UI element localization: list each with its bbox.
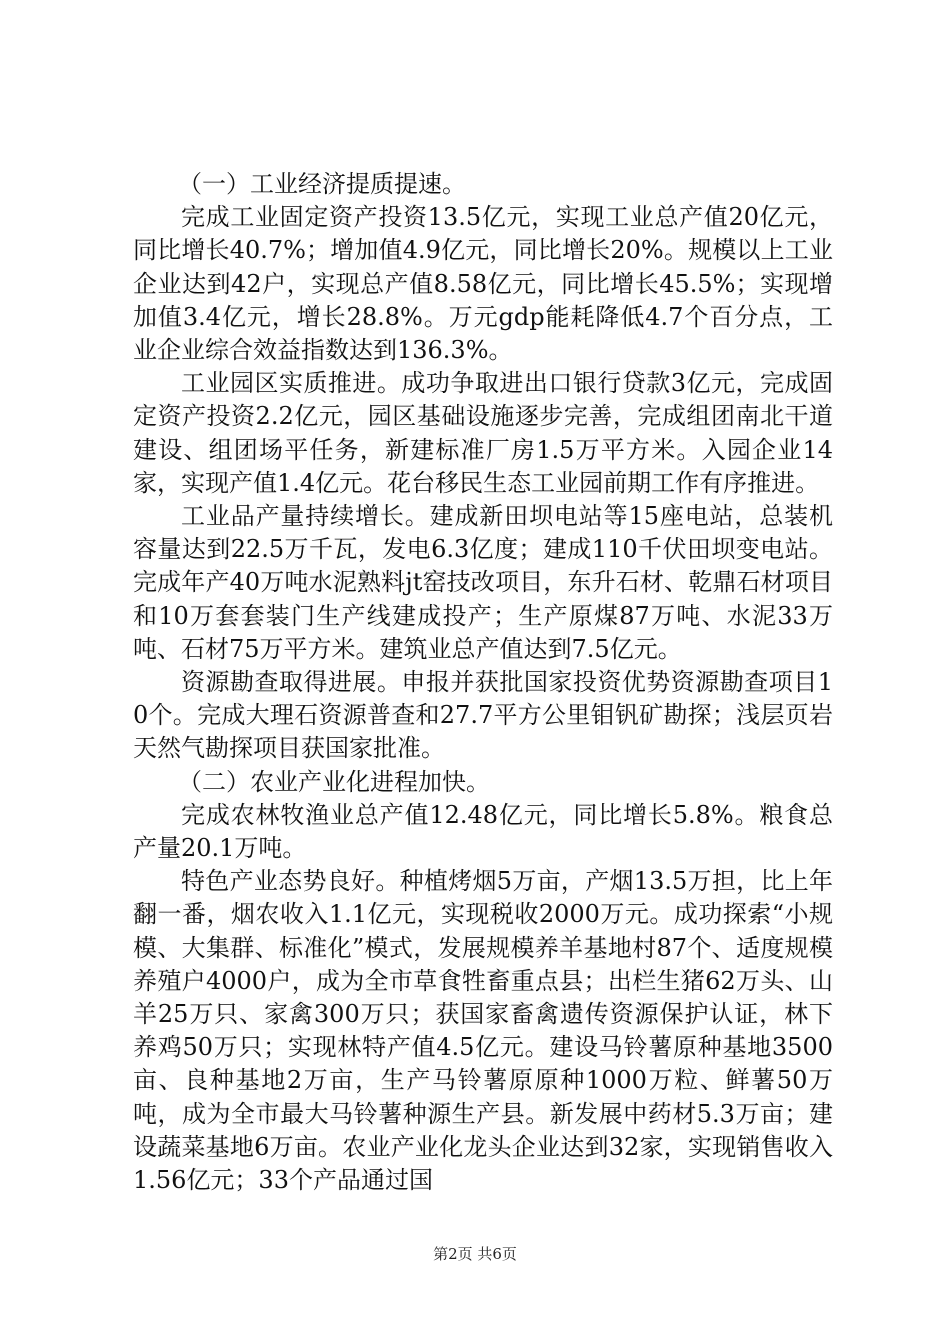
section-heading-industry: （一）工业经济提质提速。	[178, 170, 466, 198]
paragraph-specialty-industry: 特色产业态势良好。种植烤烟5万亩，产烟13.5万担，比上年翻一番，烟农收入1.1亿元，实现税收2000万元。成功探索“小规模、大集群、标准化”模式，发展规模养羊基地村87个、适度规模养殖户4000户，成为全市草食牲畜重点县；出栏生猪62万头、山羊25万只、家禽300万只；获国家畜禽遗传资源保护认证，林下养鸡50万只；实现林特产值4.5亿元。建设马铃薯原种基地3500亩、良种基地2万亩，生产马铃薯原原种1000万粒、鲜薯50万吨，成为全市最大马铃薯种源生产县。新发展中药材5.3万亩；建设蔬菜基地6万亩。农业产业化龙头企业达到32家，实现销售收入1.56亿元；33个产品通过国	[133, 867, 833, 1195]
paragraph-industry-overview: 完成工业固定资产投资13.5亿元，实现工业总产值20亿元，同比增长40.7%；增加值4.9亿元，同比增长20%。规模以上工业企业达到42户，实现总产值8.58亿元，同比增长45.5%；实现增加值3.4亿元，增长28.8%。万元gdp能耗降低4.7个百分点，工业企业综合效益指数达到136.3%。	[133, 203, 833, 365]
paragraph-agriculture-overview: 完成农林牧渔业总产值12.48亿元，同比增长5.8%。粮食总产量20.1万吨。	[133, 800, 833, 863]
document-body	[133, 168, 833, 1197]
paragraph-resource-survey: 资源勘查取得进展。申报并获批国家投资优势资源勘查项目10个。完成大理石资源普查和27.7平方公里钼钒矿勘探；浅层页岩天然气勘探项目获国家批准。	[133, 668, 833, 763]
paragraph-industrial-output: 工业品产量持续增长。建成新田坝电站等15座电站，总装机容量达到22.5万千瓦，发电6.3亿度；建成110千伏田坝变电站。完成年产40万吨水泥熟料jt窑技改项目，东升石材、乾鼎石材项目和10万套套装门生产线建成投产；生产原煤87万吨、水泥33万吨、石材75万平方米。建筑业总产值达到7.5亿元。	[133, 502, 833, 663]
paragraph-industrial-park: 工业园区实质推进。成功争取进出口银行贷款3亿元，完成固定资产投资2.2亿元，园区基础设施逐步完善，完成组团南北干道建设、组团场平任务，新建标准厂房1.5万平方米。入园企业14家，实现产值1.4亿元。花台移民生态工业园前期工作有序推进。	[133, 369, 833, 497]
page-footer: 第2页 共6页	[433, 1245, 517, 1263]
section-heading-agriculture: （二）农业产业化进程加快。	[178, 767, 490, 796]
